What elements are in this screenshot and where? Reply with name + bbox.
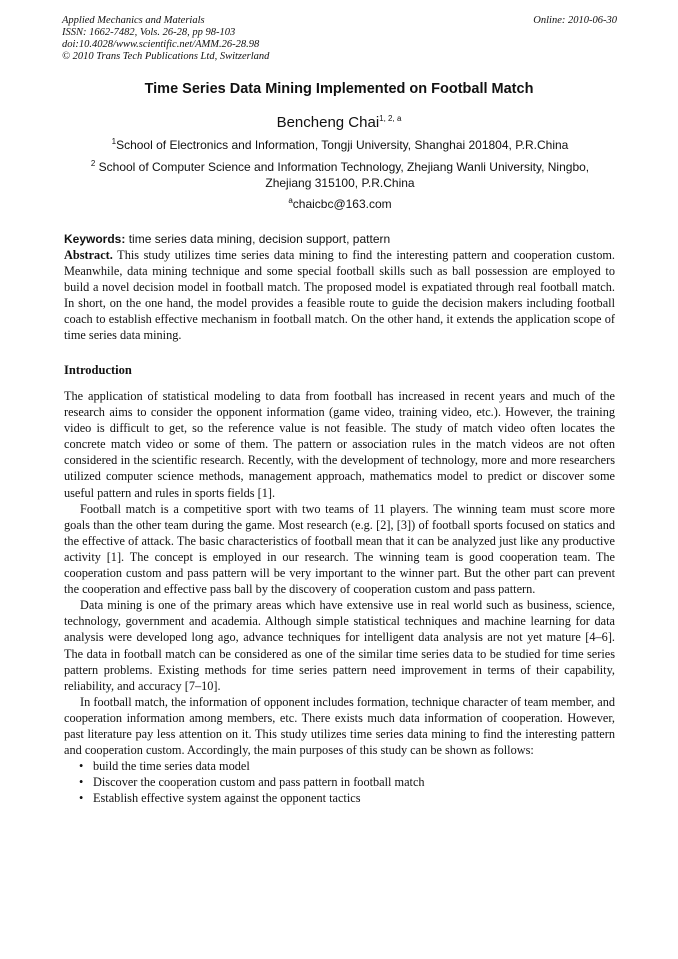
- introduction-heading: Introduction: [64, 363, 132, 377]
- issn-line: ISSN: 1662-7482, Vols. 26-28, pp 98-103: [62, 27, 236, 38]
- list-item-text: Discover the cooperation custom and pass pattern in football match: [93, 775, 425, 790]
- affiliation-1-text: School of Electronics and Information, Tongji University, Shanghai 201804, P.R.China: [116, 138, 569, 152]
- purpose-list: [64, 758, 615, 806]
- introduction-body: [64, 388, 615, 806]
- abstract-label: Abstract.: [64, 248, 113, 262]
- list-item: [64, 758, 615, 774]
- list-item: [64, 774, 615, 790]
- author-line: [0, 114, 678, 131]
- intro-paragraph-4: In football match, the information of opponent includes formation, technique character of team member, and cooperation information among members, etc. There exists much data information of cooperation. However, past literature pay less attention on it. This study utilizes time series data mining to find the interesting pattern and cooperation custom. Accordingly, the main purposes of this study can be shown as follows:: [64, 694, 615, 758]
- affiliation-1: [70, 137, 610, 153]
- keywords-text: time series data mining, decision support, pattern: [125, 232, 391, 246]
- abstract-text: This study utilizes time series data mining to find the interesting pattern and cooperation custom. Meanwhile, data mining technique and some special football skills such as ball possession are employed to build a novel decision model in football match. The proposed model is expatiated through real football match. In short, on the one hand, the model provides a feasible route to guide the decision makers including football coach to establish effective mechanism in football match. On the other hand, it extends the application scope of time series data mining.: [64, 248, 615, 343]
- affiliation-1-sup: 1: [111, 137, 117, 146]
- bullet-icon: •: [79, 759, 84, 774]
- affiliation-2-sup: 2: [90, 159, 96, 168]
- intro-paragraph-1: The application of statistical modeling to data from football has increased in recent years and much of the research aims to consider the opponent information (game video, training video, etc.). However, the training video is difficult to get, so the reference value is not feasible. The study of match video often locates the concrete match video or some of them. The pattern or association rules in the match videos are not often considered in the scientific research. Recently, with the development of technology, more and more researchers utilized computer science methods, management approach, mathematics model to predict or discover some useful pattern and rules in sports fields [1].: [64, 389, 615, 500]
- journal-header: [62, 15, 617, 63]
- paper-title: Time Series Data Mining Implemented on Football Match: [144, 81, 534, 97]
- list-item-text: build the time series data model: [93, 759, 250, 774]
- keywords: [64, 231, 615, 247]
- affiliation-2-text: School of Computer Science and Information Technology, Zhejiang Wanli University, Ningbo, Zhejiang 315100, P.R.China: [95, 160, 590, 190]
- journal-name: Applied Mechanics and Materials: [62, 15, 205, 26]
- online-date: Online: 2010-06-30: [533, 15, 617, 26]
- doi-line: doi:10.4028/www.scientific.net/AMM.26-28.98: [62, 39, 260, 50]
- email-line: [70, 196, 610, 212]
- author-superscript: 1, 2, a: [379, 114, 402, 123]
- abstract: [64, 247, 615, 344]
- bullet-icon: •: [79, 775, 84, 790]
- list-item-text: Establish effective system against the opponent tactics: [93, 791, 361, 806]
- list-item: [64, 790, 615, 806]
- keywords-label: Keywords:: [64, 232, 126, 246]
- intro-paragraph-3: Data mining is one of the primary areas which have extensive use in real world such as business, science, technology, government and academia. Although simple statistical techniques and machine learning for data analysis were developed long ago, advance techniques for intelligent data analysis are not yet mature [4–6]. The data in football match can be considered as one of the similar time series data to be studied for time series pattern problems. Existing methods for time series pattern need improvement in terms of their capability, reliability, and accuracy [7–10].: [64, 598, 615, 693]
- bullet-icon: •: [79, 791, 84, 806]
- affiliation-2: [70, 159, 610, 191]
- email-link[interactable]: chaicbc@163.com: [292, 197, 392, 211]
- email-sup: a: [288, 196, 293, 205]
- author-name: Bencheng Chai: [276, 114, 380, 131]
- intro-paragraph-2: Football match is a competitive sport with two teams of 11 players. The winning team must score more goals than the other team during the game. Most research (e.g. [2], [3]) of football sports focused on statics and the effective of attack. The basic characteristics of football mean that it can be analyzed just like any productive activity [1]. The concept is employed in our research. The winning team is good cooperation team. The cooperation custom and pass pattern will be very important to the winner part. But the other part can prevent the cooperation and effective pass ball by the discovery of cooperation custom and pass pattern.: [64, 501, 615, 597]
- copyright-line: © 2010 Trans Tech Publications Ltd, Switzerland: [62, 51, 270, 62]
